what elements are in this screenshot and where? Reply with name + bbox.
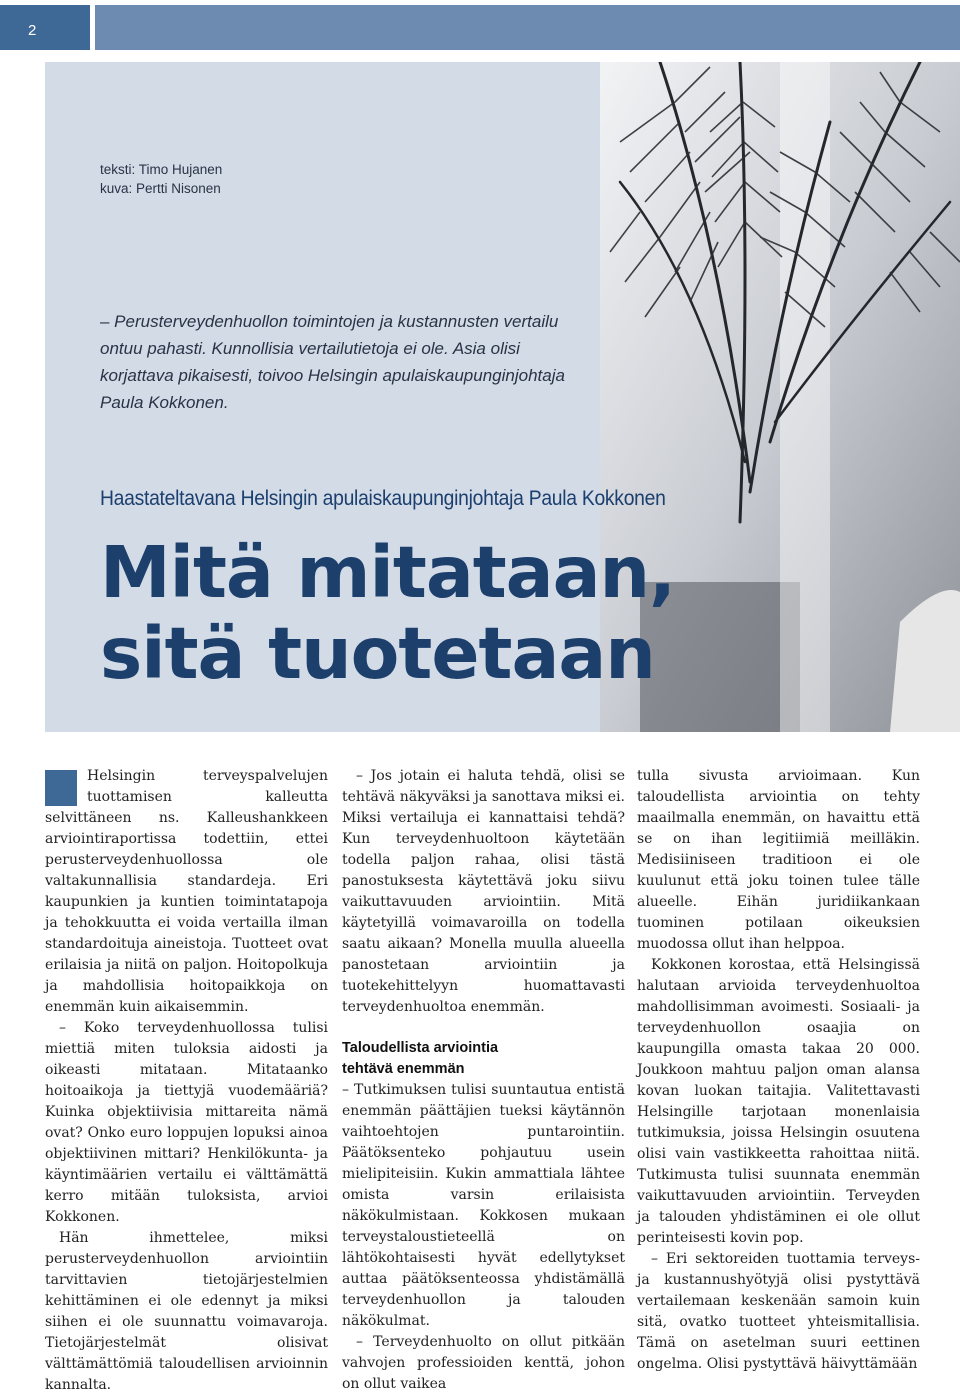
top-bar bbox=[0, 0, 960, 62]
subheading-line-2: tehtävä enemmän bbox=[342, 1061, 465, 1077]
col3-paragraph-1: tulla sivusta arvioimaan. Kun taloudellista arviointia on tehty maailmalla enemmän, on havaittu että se on ihan legitiimiä meilläkin. Medisiiniseen traditioon ei ole kuulunut että joku toinen tulee tälle alueelle. Eihän juridiikankaan tuominen potilaan oikeuksien muodossa ollut ihan helppoa. bbox=[637, 768, 920, 952]
text-credit: teksti: Timo Hujanen bbox=[100, 162, 223, 177]
lead-paragraph: – Perusterveydenhuollon toimintojen ja kustannusten vertailu ontuu pahasti. Kunnollisia vertailutietoja ei ole. Asia olisi korjattava pikaisesti, toivoo Helsingin apulaiskaupunginjohtaja Paula Kokkonen. bbox=[100, 312, 565, 412]
page-number-box bbox=[0, 5, 90, 50]
header-band bbox=[95, 5, 960, 50]
drop-square bbox=[45, 770, 77, 806]
page-number: 2 bbox=[28, 22, 37, 39]
col2-paragraph-3: – Terveydenhuolto on ollut pitkään vahvojen professioiden kenttä, johon on ollut vaikea bbox=[342, 1334, 625, 1392]
headline-line-2: sitä tuotetaan bbox=[100, 612, 655, 695]
col1-paragraph-1: Helsingin terveyspalvelujen tuottamisen kalleutta selvittäneen ns. Kalleushankkeen arviointiraportissa todettiin, ettei perusterveydenhuollossa ole valtakunnallisia standardeja. Eri kaupunkien ja kuntien toimintatapoja ja tehokkuutta ei voida vertailla ilman standardoituja aineistoja. Tuotteet ovat erilaisia ja niitä on paljon. Hoitopolkuja ja mahdollisia hoitopaikkoja on enemmän kuin aikaisemmin. bbox=[45, 768, 328, 1015]
column-2 bbox=[342, 766, 625, 1395]
column-3 bbox=[637, 766, 920, 1375]
hero-panel bbox=[45, 62, 960, 732]
col2-paragraph-2: – Tutkimuksen tulisi suuntautua entistä enemmän päättäjien tueksi käytännön vaihtoehtojen puntarointiin. Päätöksenteko pohjautuu usein mielipiteisiin. Kukin ammattiala lähtee omista varsin erilaisista näkökulmistaan. Kokkosen mukaan terveystaloustieteellä on lähtökohtaisesti hyvät edellytykset auttaa päätöksenteossa yhdistämällä terveydenhuollon ja talouden näkökulmat. bbox=[342, 1082, 625, 1329]
subheading-line-1: Taloudellista arviointia bbox=[342, 1040, 499, 1056]
credits bbox=[100, 160, 222, 198]
col2-paragraph-1: – Jos jotain ei haluta tehdä, olisi se tehtävä näkyväksi ja sanottava miksi ei. Miksi vertailuja ei kannattaisi tehdä? Kun terveydenhuoltoon käytetään todella paljon rahaa, olisi tästä panostuksesta käytettävä joku siivu vaikuttavuuden arviointiin. Mitä käytetyillä voimavaroilla on todella saatu aikaan? Monella muulla alueella panostetaan arviointiin ja tuotekehittelyyn huomattavasti terveydenhuoltoa enemmän. bbox=[342, 768, 625, 1015]
col1-paragraph-2: – Koko terveydenhuollossa tulisi miettiä miten tuloksia aidosti ja oikeasti mitataan. Mitataanko hoitoaikoja ja tiettyjä vuodemääriä? Kuinka objektiivisia mittareita nämä ovat? Onko euro loppujen lopuksi ainoa objektiivinen mittari? Henkilökunta- ja käyntimäärien vertailu ei välttämättä kerro mitään tuloksista, arvioi Kokkonen. bbox=[45, 1020, 328, 1225]
column-1 bbox=[45, 766, 328, 1396]
headline-line-1: Mitä mitataan, bbox=[100, 531, 676, 614]
photo-credit: kuva: Pertti Nisonen bbox=[100, 181, 221, 196]
col3-paragraph-2: Kokkonen korostaa, että Helsingissä halutaan arvioida terveydenhuoltoa mahdollisimman avoimesti. Sosiaali- ja terveydenhuollon osaajia on kaupungilla omasta takaa 20 000. Joukkoon mahtuu paljon oman alansa kovan luokan taitajia. Valitettavasti Helsingille tarjotaan monenlaisia tutkimuksia, joissa Helsingin osuutena olisi vain vastikkeetta rahoittaa niitä. Tutkimusta tulisi suunnata enemmän vaikuttavuuden arviointiin. Terveyden ja talouden yhdistäminen ei ole ollut perinteisesti kovin pop. bbox=[637, 957, 920, 1246]
kicker: Haastateltavana Helsingin apulaiskaupunginjohtaja Paula Kokkonen bbox=[100, 487, 666, 510]
headline bbox=[100, 532, 675, 694]
col1-paragraph-3: Hän ihmettelee, miksi perusterveydenhuollon arviointiin tarvittavien tietojärjestelmien kehittäminen ei ole edennyt ja miksi siihen ei ole suunnattu voimavaroja. Tietojärjestelmät olisivat välttämättömiä taloudellisen arvioinnin kannalta. bbox=[45, 1230, 328, 1393]
subheading bbox=[342, 1038, 625, 1080]
col3-paragraph-3: – Eri sektoreiden tuottamia terveys- ja kustannushyötyjä olisi pystyttävä vertailemaan keskenään samoin kuin sitä, ovatko tuotteet yhteismitallisia. Tämä on asetelman suuri eettinen ongelma. Olisi pystyttävä häivyttämään bbox=[637, 1251, 920, 1372]
